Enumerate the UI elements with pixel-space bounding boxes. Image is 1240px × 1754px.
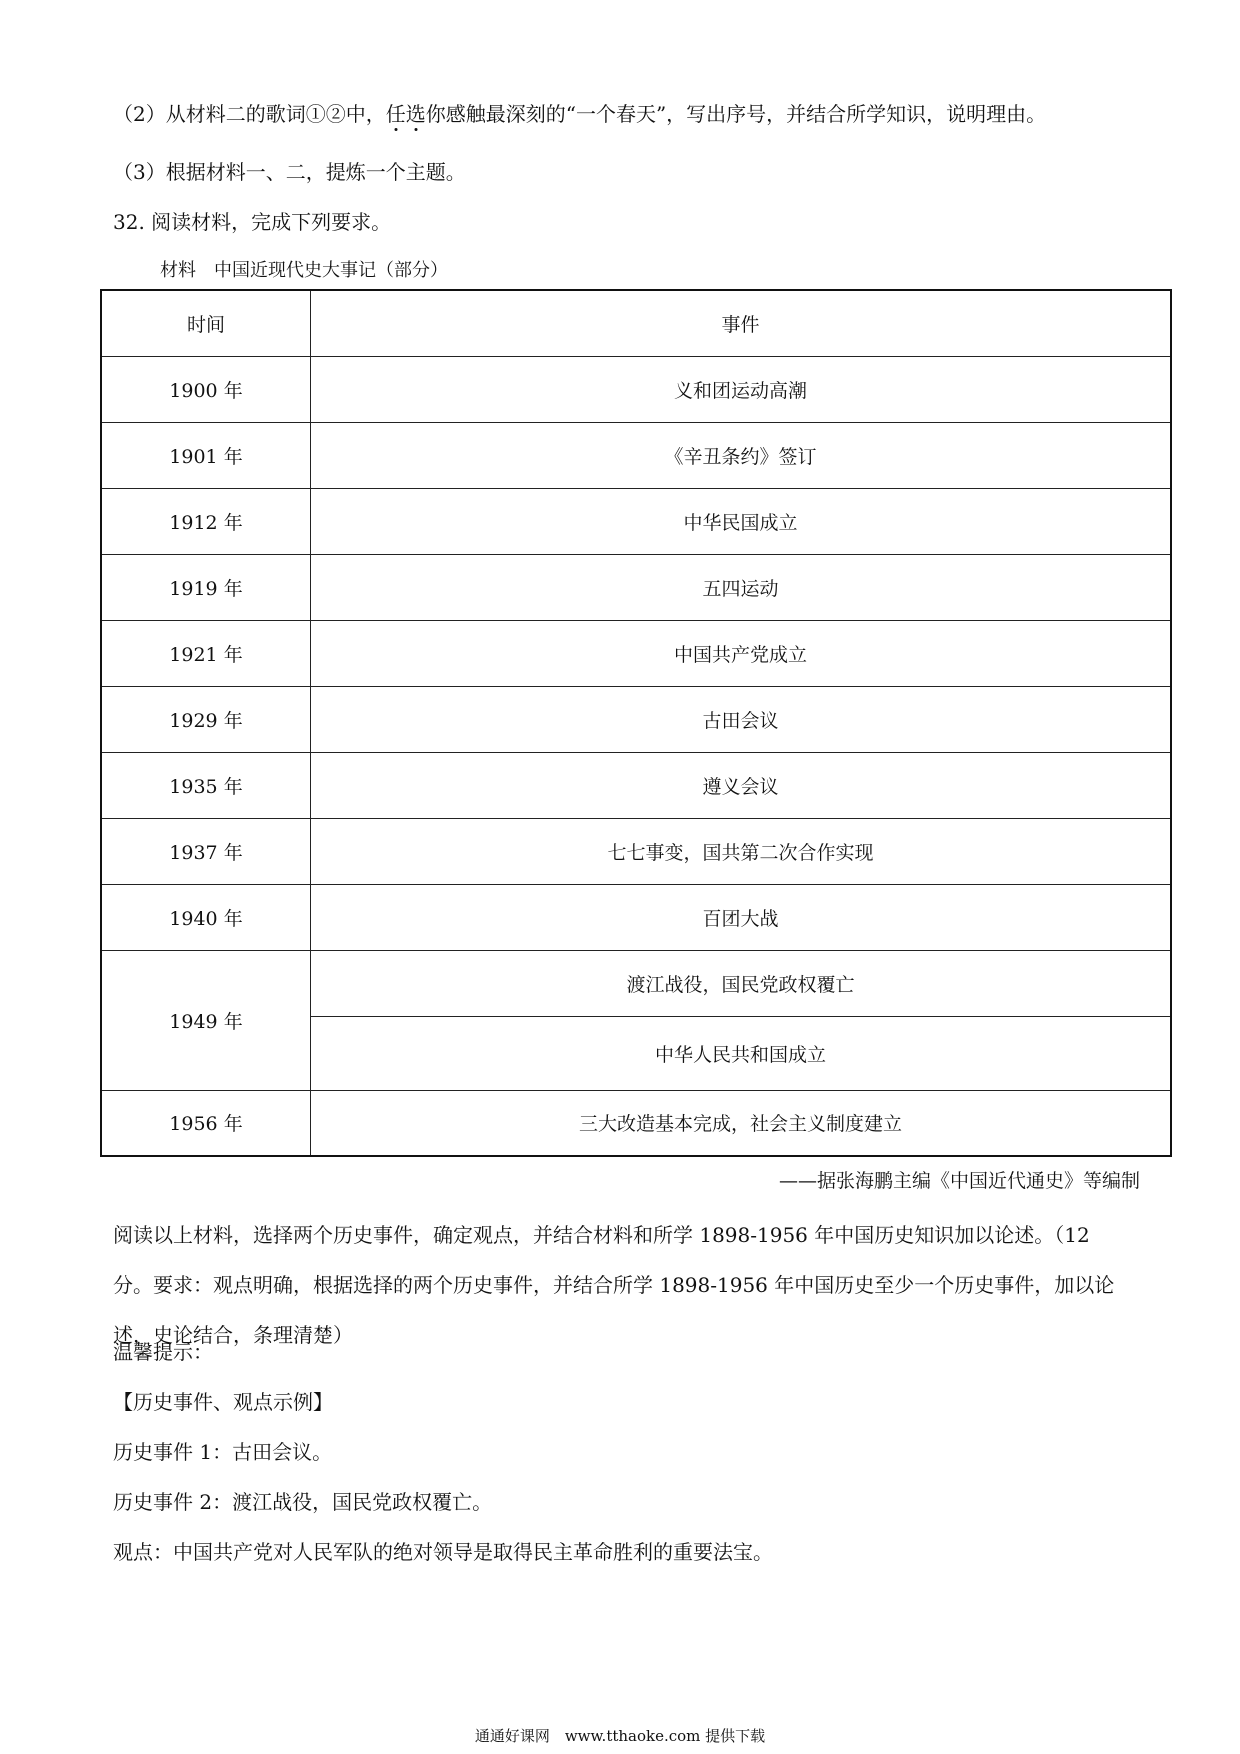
row-year: 1912 年 [101, 488, 311, 554]
row-event: 七七事变，国共第二次合作实现 [311, 818, 1172, 884]
row-event: 义和团运动高潮 [311, 356, 1172, 422]
instruction-paragraph: 阅读以上材料，选择两个历史事件，确定观点，并结合材料和所学 1898-1956 年中国历史知识加以论述。（12 分。要求：观点明确，根据选择的两个历史事件，并结合所学 1898-1956 年中国历史至少一个历史事件，加以论述，史论结合，条理清楚） [113, 1223, 1115, 1347]
row-year: 1937 年 [101, 818, 311, 884]
row-event-1949-b: 中华人民共和国成立 [311, 1016, 1172, 1090]
q2-emphasis-2: 选 [405, 102, 426, 126]
tips-event-2: 历史事件 2：渡江战役，国民党政权覆亡。 [113, 1490, 493, 1514]
tips-title: 温馨提示： [113, 1340, 213, 1364]
table-row [101, 488, 1171, 554]
q2-prefix: （2）从材料二的歌词①②中， [113, 102, 386, 126]
header-time: 时间 [101, 290, 311, 356]
question-3: （3）根据材料一、二，提炼一个主题。 [113, 160, 466, 184]
table-row [101, 620, 1171, 686]
table-row [101, 554, 1171, 620]
row-year: 1919 年 [101, 554, 311, 620]
row-event-1956: 三大改造基本完成，社会主义制度建立 [311, 1090, 1172, 1156]
table-row [101, 950, 1171, 1016]
source-citation: ——据张海鹏主编《中国近代通史》等编制 [778, 1170, 1140, 1192]
table-row [101, 686, 1171, 752]
table-row [101, 818, 1171, 884]
tips-event-1: 历史事件 1：古田会议。 [113, 1440, 333, 1464]
row-year-1956: 1956 年 [101, 1090, 311, 1156]
material-caption: 材料 中国近现代史大事记（部分） [160, 260, 448, 281]
row-event: 中国共产党成立 [311, 620, 1172, 686]
row-year: 1935 年 [101, 752, 311, 818]
table-row [101, 1090, 1171, 1156]
tips-example-header: 【历史事件、观点示例】 [113, 1390, 333, 1414]
footer-credit: 通通好课网 www.tthaoke.com 提供下载 [474, 1727, 766, 1745]
question-2 [113, 98, 1046, 127]
row-year: 1929 年 [101, 686, 311, 752]
table-row [101, 356, 1171, 422]
table-row [101, 884, 1171, 950]
q2-emphasis-1: 任 [385, 102, 406, 126]
row-year: 1900 年 [101, 356, 311, 422]
question-32: 32. 阅读材料，完成下列要求。 [113, 210, 392, 234]
q2-suffix: 你感触最深刻的“一个春天”，写出序号，并结合所学知识，说明理由。 [425, 102, 1047, 126]
tips-viewpoint: 观点：中国共产党对人民军队的绝对领导是取得民主革命胜利的重要法宝。 [113, 1540, 773, 1564]
row-event-1949-a: 渡江战役，国民党政权覆亡 [311, 950, 1172, 1016]
events-table [100, 289, 1172, 1157]
row-event: 中华民国成立 [311, 488, 1172, 554]
row-event: 《辛丑条约》签订 [311, 422, 1172, 488]
row-event: 遵义会议 [311, 752, 1172, 818]
table-row [101, 422, 1171, 488]
row-year: 1921 年 [101, 620, 311, 686]
header-event: 事件 [311, 290, 1172, 356]
row-event: 古田会议 [311, 686, 1172, 752]
row-year: 1940 年 [101, 884, 311, 950]
table-header-row [101, 290, 1171, 356]
row-year: 1901 年 [101, 422, 311, 488]
row-event: 五四运动 [311, 554, 1172, 620]
table-row [101, 752, 1171, 818]
row-year-1949: 1949 年 [101, 950, 311, 1090]
row-event: 百团大战 [311, 884, 1172, 950]
